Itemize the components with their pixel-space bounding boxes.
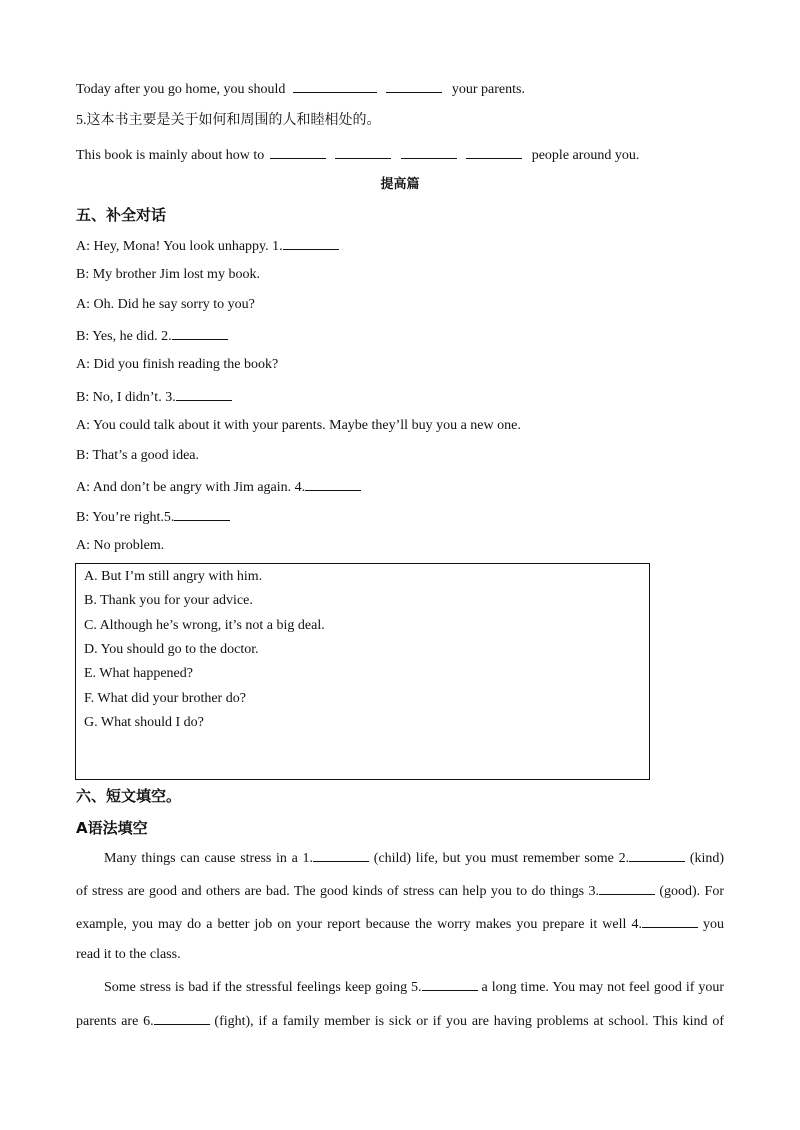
dialogue-line [76,537,164,555]
part-6-subheading [76,818,148,838]
question-4-text: Today after you go home, you should [76,82,286,97]
passage-p1-line-2 [76,881,724,901]
dialogue-text: A: Oh. Did he say sorry to you? [76,297,255,312]
dialogue-line [76,266,260,284]
passage-text: example, you may do a better job on your report because the worry makes you prepare it well 4. [76,917,642,932]
subheading-label: A [76,819,88,837]
answer-blank[interactable] [313,848,369,862]
option-item: C. Although he’s wrong, it’s not a big deal. [84,617,325,633]
passage-p2-line-2 [76,1011,724,1031]
answer-blank[interactable] [154,1011,210,1025]
dialogue-line [76,477,361,497]
passage-text: you [703,917,725,932]
answer-blank[interactable] [335,145,391,159]
passage-text: Some stress is bad if the stressful feelings keep going 5. [104,980,422,995]
passage-text: a long time. You may not feel good if your [481,980,724,995]
subheading-text: 语法填空 [87,819,148,837]
dialogue-line [76,417,521,435]
option-item: B. Thank you for your advice. [84,593,253,609]
passage-text: of stress are good and others are bad. The good kinds of stress can help you to do things 3. [76,884,599,899]
dialogue-text: A: No problem. [76,538,165,553]
answer-blank[interactable] [174,507,230,521]
answer-blank[interactable] [401,145,457,159]
answer-blank[interactable] [172,326,228,340]
options-box [75,563,650,780]
passage-text: Many things can cause stress in a 1. [104,851,314,866]
answer-blank[interactable] [293,79,377,93]
passage-text: parents are 6. [76,1014,154,1029]
answer-blank[interactable] [176,387,232,401]
passage-p1-line-3 [76,914,724,934]
answer-blank[interactable] [466,145,522,159]
option-item: E. What happened? [84,666,193,682]
answer-blank[interactable] [642,914,698,928]
dialogue-line [76,326,228,346]
question-5-tail: people around you. [531,148,640,163]
dialogue-text: B: No, I didn’t. 3. [76,390,176,405]
answer-blank[interactable] [599,881,655,895]
answer-blank[interactable] [283,236,339,250]
dialogue-text: A: Did you finish reading the book? [76,357,279,372]
passage-text: (good). For [659,884,724,899]
answer-blank[interactable] [422,977,478,991]
question-4-tail: your parents. [451,82,525,97]
dialogue-text: B: That’s a good idea. [76,448,199,463]
option-item: F. What did your brother do? [84,690,246,706]
answer-blank[interactable] [629,848,685,862]
answer-blank[interactable] [305,477,361,491]
dialogue-line [76,507,230,527]
passage-p1-line-1 [76,848,724,868]
answer-blank[interactable] [386,79,442,93]
dialogue-text: B: You’re right.5. [76,510,175,525]
dialogue-line [76,387,232,407]
passage-text: (child) life, but you must remember some 2. [373,851,630,866]
dialogue-text: A: You could talk about it with your parents. Maybe they’ll buy you a new one. [76,418,521,433]
answer-blank[interactable] [270,145,326,159]
dialogue-line [76,296,255,314]
question-5-text: This book is mainly about how to [76,148,265,163]
question-4-english-line [76,79,525,99]
dialogue-text: A: Hey, Mona! You look unhappy. 1. [76,239,283,254]
dialogue-line [76,236,339,256]
dialogue-text: B: My brother Jim lost my book. [76,267,260,282]
passage-text: (kind) [689,851,725,866]
part-5-heading: 五、补全对话 [76,206,167,224]
dialogue-line [76,447,199,465]
section-title: 提高篇 [380,177,420,192]
dialogue-text: B: Yes, he did. 2. [76,329,172,344]
option-item: G. What should I do? [84,714,204,730]
passage-p1-line-4: read it to the class. [76,947,181,962]
option-item: A. But I’m still angry with him. [84,569,263,584]
dialogue-line [76,356,278,374]
option-item: D. You should go to the doctor. [84,641,259,657]
part-6-heading: 六、短文填空。 [76,787,182,805]
passage-text: (fight), if a family member is sick or if you are having problems at school. This kind of [214,1014,724,1029]
question-5-english-line [76,145,639,165]
dialogue-text: A: And don’t be angry with Jim again. 4. [76,480,306,495]
question-5-chinese: 5.这本书主要是关于如何和周围的人和睦相处的。 [76,113,381,128]
passage-p2-line-1 [76,977,724,997]
